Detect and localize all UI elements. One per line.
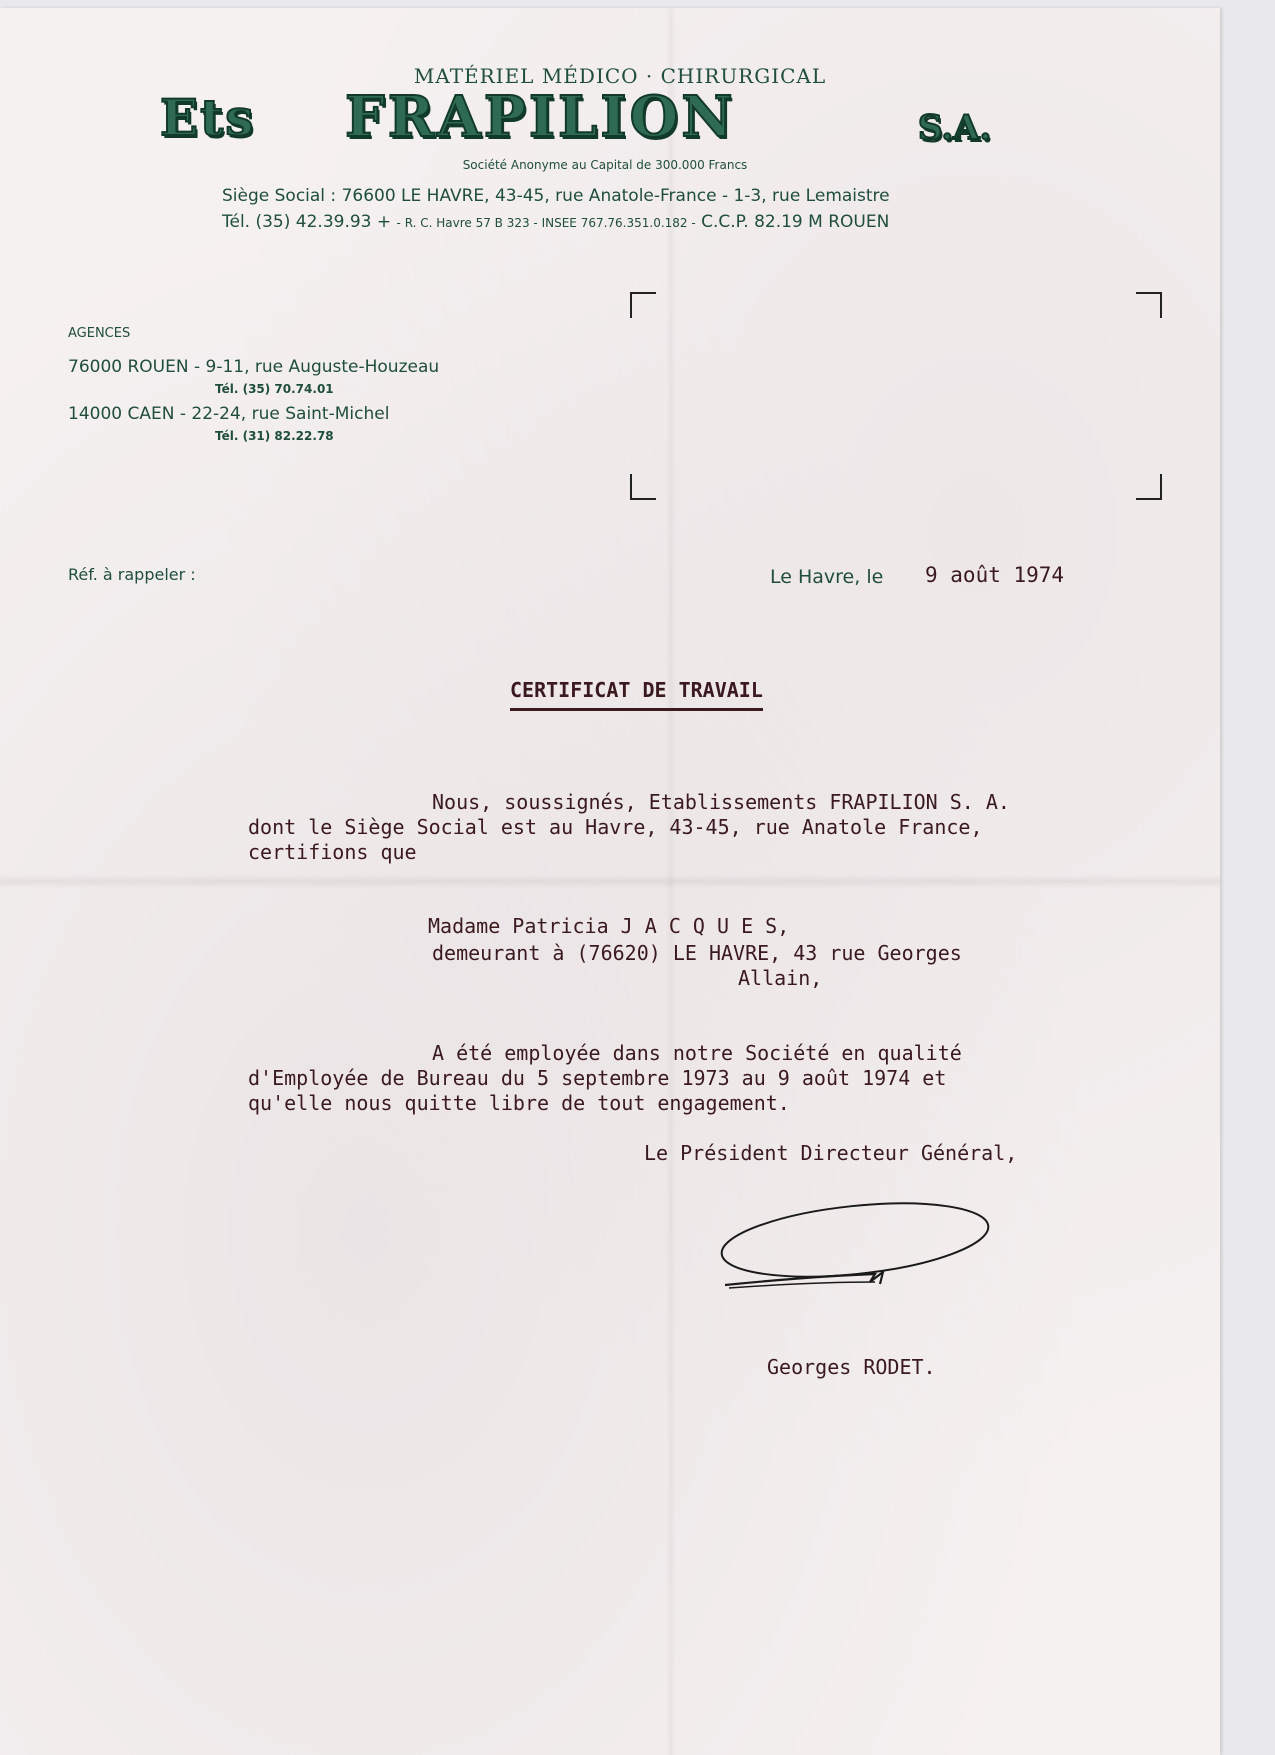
agence-item <box>68 357 439 377</box>
body-line: qu'elle nous quitte libre de tout engagement. <box>248 1091 790 1115</box>
letterhead-siege-social: Siège Social : 76600 LE HAVRE, 43-45, rue Anatole-France - 1-3, rue Lemaistre <box>222 186 890 206</box>
agence-address: - 9-11, rue Auguste-Houzeau <box>193 357 440 377</box>
body-line: dont le Siège Social est au Havre, 43-45, rue Anatole France, <box>248 815 983 839</box>
employee-address: demeurant à (76620) LE HAVRE, 43 rue Georges <box>432 941 962 965</box>
agence-city: 76000 ROUEN <box>68 357 189 377</box>
letterhead-registry: - R. C. Havre 57 B 323 - INSEE 767.76.351.0.182 - <box>396 216 696 230</box>
employee-address-continued: Allain, <box>738 966 823 990</box>
reference-label: Réf. à rappeler : <box>68 565 196 584</box>
document-title: CERTIFICAT DE TRAVAIL <box>510 678 763 711</box>
agences-title: AGENCES <box>68 326 131 341</box>
agence-item <box>68 404 389 424</box>
letterhead-contact-line <box>222 212 889 232</box>
address-window-corner <box>630 292 656 318</box>
letterhead-ccp: C.C.P. 82.19 M ROUEN <box>701 212 890 232</box>
letter-paper <box>0 8 1220 1755</box>
place-label: Le Havre, le <box>770 566 884 588</box>
address-window-corner <box>630 474 656 500</box>
letterhead-brand-sa: S.A. <box>918 108 992 148</box>
letter-date: 9 août 1974 <box>925 563 1065 587</box>
agence-phone: Tél. (35) 70.74.01 <box>215 382 334 396</box>
address-window-corner <box>1136 474 1162 500</box>
body-line: d'Employée de Bureau du 5 septembre 1973 au 9 août 1974 et <box>248 1066 947 1090</box>
address-window-corner <box>1136 292 1162 318</box>
body-line: Nous, soussignés, Etablissements FRAPILION S. A. <box>432 790 1010 814</box>
agence-city: 14000 CAEN <box>68 404 175 424</box>
letterhead-brand-name: FRAPILION <box>345 84 736 150</box>
letterhead-brand-ets: Ets <box>160 88 256 147</box>
handwritten-signature <box>715 1200 1005 1300</box>
closing-title: Le Président Directeur Général, <box>644 1141 1018 1165</box>
letterhead-phone: Tél. (35) 42.39.93 + <box>222 212 392 232</box>
agence-phone: Tél. (31) 82.22.78 <box>215 429 334 443</box>
letterhead-capital: Société Anonyme au Capital de 300.000 Francs <box>462 158 748 172</box>
signatory-name: Georges RODET. <box>767 1355 936 1379</box>
employee-name: Madame Patricia J A C Q U E S, <box>428 914 790 938</box>
agence-address: - 22-24, rue Saint-Michel <box>179 404 390 424</box>
body-line: certifions que <box>248 840 417 864</box>
letterhead-tagline: MATÉRIEL MÉDICO · CHIRURGICAL <box>413 64 827 88</box>
body-line: A été employée dans notre Société en qualité <box>432 1041 962 1065</box>
